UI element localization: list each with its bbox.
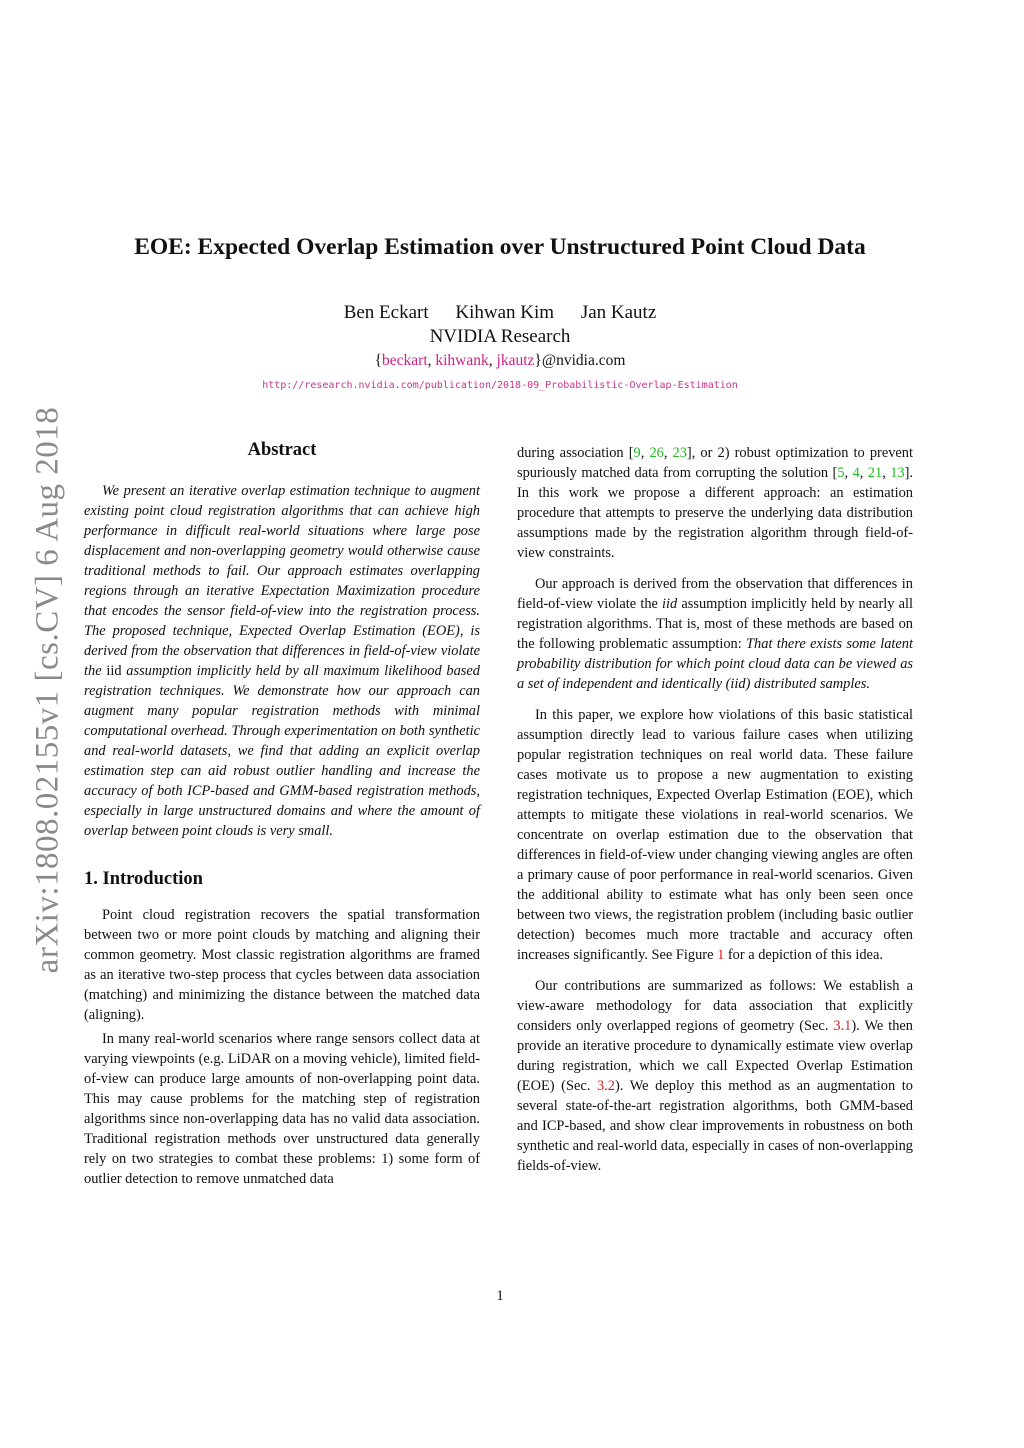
quoted-assumption: That there exists some latent probability distribution for which point cloud data can be viewed as a set of independent and identically (iid) distributed samples. — [517, 636, 914, 692]
abstract-part: We present an iterative overlap estimation technique to augment existing point cloud registration algorithms that can achieve high performance in difficult real-world situations where large pose displacement and non-overlapping geometry would otherwise cause traditional methods to fail. Our approach estimates overlapping regions through an iterative Expectation Maximization procedure that encodes the sensor field-of-view into the registration process. The proposed technique, Expected Overlap Estimation (EOE), is derived from the observation that differences in field-of-view violate the — [84, 483, 480, 679]
affiliation: NVIDIA Research — [429, 326, 571, 347]
comma: , — [844, 465, 853, 481]
email-sep: , — [427, 352, 436, 369]
citation-link[interactable]: 5 — [837, 465, 845, 481]
section-ref-link[interactable]: 3.1 — [833, 1018, 852, 1034]
paper-title: EOE: Expected Overlap Estimation over Unstructured Point Cloud Data — [134, 234, 866, 260]
email-link[interactable]: kihwank — [435, 352, 489, 369]
text-run: Our approach is derived from the observation that differences in field-of-view violate the — [517, 576, 913, 612]
comma: , — [859, 465, 868, 481]
citation-link[interactable]: 4 — [852, 465, 860, 481]
paragraph: Point cloud registration recovers the spatial transformation between two or more point clouds by matching and aligning their common geometry. Most classic registration algorithms are framed as an iterative two-step process that cycles between data association (matching) and minimizing the distance between the matched data (aligning). — [84, 907, 480, 1023]
arxiv-id: arXiv:1808.02155v1 [cs.CV] 6 Aug 2018 — [29, 406, 66, 974]
paragraph — [517, 574, 913, 694]
comma: , — [640, 445, 650, 461]
text-run: during association [ — [517, 445, 634, 461]
text-run: for a depiction of this idea. — [724, 947, 883, 963]
text-run: ). We then provide an iterative procedure to dynamically estimate view overlap during registration, which we call Expected Overlap Estimation (EOE) (Sec. — [517, 1018, 913, 1094]
email-link[interactable]: jkautz — [496, 352, 535, 369]
comma: , — [663, 445, 673, 461]
paragraph — [517, 976, 913, 1176]
citation-link[interactable]: 13 — [890, 465, 905, 481]
right-column — [517, 443, 913, 1176]
page-number: 1 — [496, 1288, 504, 1304]
citation-link[interactable]: 21 — [867, 465, 883, 481]
iid-term: iid — [662, 596, 678, 612]
author-list — [0, 302, 1000, 324]
text-run: Our contributions are summarized as follows: We establish a view-aware methodology for data association that explicitly considers only overlapped regions of geometry (Sec. — [517, 978, 913, 1034]
text-run: In this paper, we explore how violations of this basic statistical assumption directly lead to various failure cases when utilizing popular registration techniques on real world data. These failure cases motivate us to propose a new augmentation to existing registration techniques, Expected Overlap Estimation (EOE), which attempts to mitigate these violations in real-world scenarios. We concentrate on overlap estimation due to the observation that differences in field-of-view under changing viewing angles are often a primary cause of poor performance in real-world scenarios. Given the additional ability to estimate what has only been seen once between two views, the registration problem (including basic outlier detection) becomes much more tractable and accuracy often increases significantly. See Figure — [517, 707, 913, 963]
citation-link[interactable]: 9 — [633, 445, 641, 461]
text-run: ). We deploy this method as an augmentation to several state-of-the-art registration algorithms, both GMM-based and ICP-based, and show clear improvements in robustness on both synthetic and real-world data, especially in cases of non-overlapping fields-of-view. — [517, 1078, 913, 1174]
section-heading: 1. Introduction — [84, 869, 203, 889]
comma: , — [882, 465, 891, 481]
abstract-iid: iid — [106, 663, 122, 679]
figure-ref-link[interactable]: 1 — [717, 947, 725, 963]
author-name: Jan Kautz — [580, 302, 657, 323]
author-name: Kihwan Kim — [455, 302, 555, 323]
section-ref-link[interactable]: 3.2 — [596, 1078, 615, 1094]
abstract-heading: Abstract — [247, 440, 317, 460]
project-url[interactable]: http://research.nvidia.com/publication/2018-09_Probabilistic-Overlap-Estimation — [262, 380, 738, 391]
email-domain: }@nvidia.com — [534, 352, 626, 369]
email-line — [0, 352, 1000, 370]
email-brace: { — [374, 352, 383, 369]
email-link[interactable]: beckart — [382, 352, 428, 369]
left-column — [84, 440, 480, 1189]
paragraph — [517, 443, 913, 563]
text-run: ]. In this work we propose a different approach: an estimation procedure that attempts to preserve the underlying data distribution assumptions made by the registration algorithm through field-of-view constraints. — [517, 465, 913, 561]
paragraph: In many real-world scenarios where range sensors collect data at varying viewpoints (e.g. LiDAR on a moving vehicle), limited field-of-view can produce large amounts of non-overlapping point data. This may cause problems for the matching step of registration algorithms since non-overlapping data has no valid data association. Traditional registration methods over unstructured data generally rely on two strategies to combat these problems: 1) some form of outlier detection to remove unmatched data — [84, 1031, 480, 1187]
email-sep: , — [488, 352, 497, 369]
text-run: assumption implicitly held by nearly all registration algorithms. That is, most of these methods are based on the following problematic assumption: — [517, 596, 913, 652]
abstract-text — [84, 481, 480, 841]
text-run: ], or 2) robust optimization to prevent spuriously matched data from corrupting the solution [ — [517, 445, 913, 481]
abstract-part: assumption implicitly held by all maximum likelihood based registration techniques. We demonstrate how our approach can augment many popular registration methods with minimal computational overhead. Through experimentation on both synthetic and real-world datasets, we find that adding an explicit overlap estimation step can aid robust outlier handling and increase the accuracy of both ICP-based and GMM-based registration methods, especially in large unstructured domains and where the amount of overlap between point clouds is very small. — [84, 663, 480, 839]
citation-link[interactable]: 26 — [649, 445, 664, 461]
paragraph — [517, 705, 913, 965]
citation-link[interactable]: 23 — [672, 445, 687, 461]
arxiv-sidebar — [28, 390, 68, 990]
author-name: Ben Eckart — [343, 302, 429, 323]
